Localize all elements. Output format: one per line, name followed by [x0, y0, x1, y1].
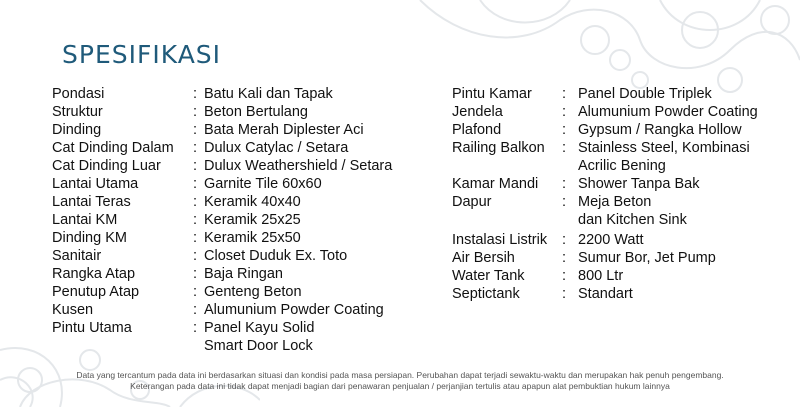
spec-label: Kamar Mandi	[452, 176, 539, 192]
spec-separator: :	[562, 268, 567, 284]
spec-label: Rangka Atap	[52, 266, 136, 282]
spec-value: Keramik 25x50	[204, 230, 301, 246]
spec-separator: :	[193, 158, 198, 174]
spec-value: 800 Ltr	[578, 268, 624, 284]
spec-label: Dapur	[452, 194, 492, 210]
spec-separator: :	[562, 86, 567, 102]
spec-value: Sumur Bor, Jet Pump	[578, 250, 716, 266]
spec-separator: :	[562, 122, 567, 138]
spec-label: Water Tank	[452, 268, 525, 284]
spec-value: Alumunium Powder Coating	[578, 104, 758, 120]
spec-value: Alumunium Powder Coating	[204, 302, 384, 318]
spec-value: Shower Tanpa Bak	[578, 176, 700, 192]
spec-value: Standart	[578, 286, 633, 302]
page-title: SPESIFIKASI	[62, 40, 222, 69]
spec-separator: :	[193, 320, 198, 336]
spec-label: Sanitair	[52, 248, 102, 264]
spec-label: Instalasi Listrik	[452, 232, 548, 248]
spec-value: Beton Bertulang	[204, 104, 308, 120]
spec-separator: :	[562, 286, 567, 302]
spec-label: Dinding	[52, 122, 102, 138]
spec-separator: :	[562, 140, 567, 156]
spec-separator: :	[193, 302, 198, 318]
spec-separator: :	[562, 104, 567, 120]
spec-value: 2200 Watt	[578, 232, 644, 248]
spec-separator: :	[562, 250, 567, 266]
spec-separator: :	[193, 86, 198, 102]
spec-label: Cat Dinding Luar	[52, 158, 161, 174]
spec-value: Meja Beton	[578, 194, 652, 210]
spec-label: Septictank	[452, 286, 520, 302]
spec-value: Genteng Beton	[204, 284, 302, 300]
spec-separator: :	[193, 140, 198, 156]
spec-label: Lantai Teras	[52, 194, 131, 210]
spec-value: Keramik 40x40	[204, 194, 301, 210]
spec-label: Air Bersih	[452, 250, 515, 266]
spec-value-continued: Smart Door Lock	[204, 338, 313, 354]
spec-value: Garnite Tile 60x60	[204, 176, 322, 192]
spec-label: Struktur	[52, 104, 103, 120]
spec-separator: :	[562, 176, 567, 192]
spec-label: Railing Balkon	[452, 140, 545, 156]
spec-separator: :	[193, 266, 198, 282]
spec-label: Pintu Kamar	[452, 86, 532, 102]
spec-label: Pintu Utama	[52, 320, 132, 336]
spec-separator: :	[562, 194, 567, 210]
spec-value: Stainless Steel, Kombinasi	[578, 140, 750, 156]
spec-label: Penutup Atap	[52, 284, 140, 300]
spec-label: Lantai Utama	[52, 176, 139, 192]
spec-value: Closet Duduk Ex. Toto	[204, 248, 348, 264]
spec-label: Cat Dinding Dalam	[52, 140, 174, 156]
spec-value: Gypsum / Rangka Hollow	[578, 122, 742, 138]
spec-separator: :	[562, 232, 567, 248]
spec-label: Kusen	[52, 302, 94, 318]
spec-value: Batu Kali dan Tapak	[204, 86, 333, 102]
spec-value: Panel Kayu Solid	[204, 320, 315, 336]
spec-separator: :	[193, 122, 198, 138]
spec-value: Baja Ringan	[204, 266, 283, 282]
spec-value: Bata Merah Diplester Aci	[204, 122, 364, 138]
spec-separator: :	[193, 194, 198, 210]
spec-value: Dulux Catylac / Setara	[204, 140, 349, 156]
spec-value: Dulux Weathershield / Setara	[204, 158, 393, 174]
footnote-line-1: Data yang tercantum pada data ini berdasarkan situasi dan kondisi pada masa persiapan. Perubahan dapat terjadi sewaktu-waktu dan merupakan hak penuh pengembang.	[76, 370, 724, 380]
spec-separator: :	[193, 248, 198, 264]
spec-label: Lantai KM	[52, 212, 118, 228]
spec-value: Keramik 25x25	[204, 212, 301, 228]
spec-separator: :	[193, 284, 198, 300]
spec-value-continued: Acrilic Bening	[578, 158, 666, 174]
spec-label: Plafond	[452, 122, 502, 138]
spec-separator: :	[193, 230, 198, 246]
spec-value-continued: dan Kitchen Sink	[578, 212, 687, 228]
spec-separator: :	[193, 104, 198, 120]
spec-label: Jendela	[452, 104, 503, 120]
spec-value: Panel Double Triplek	[578, 86, 712, 102]
spec-label: Pondasi	[52, 86, 105, 102]
spec-separator: :	[193, 176, 198, 192]
spec-label: Dinding KM	[52, 230, 127, 246]
footnote-line-2: Keterangan pada data ini tidak dapat menjadi bagian dari penawaran penjualan / perjanjian tertulis atau apapun alat pembuktian hukum lainnya	[130, 381, 670, 391]
spec-separator: :	[193, 212, 198, 228]
